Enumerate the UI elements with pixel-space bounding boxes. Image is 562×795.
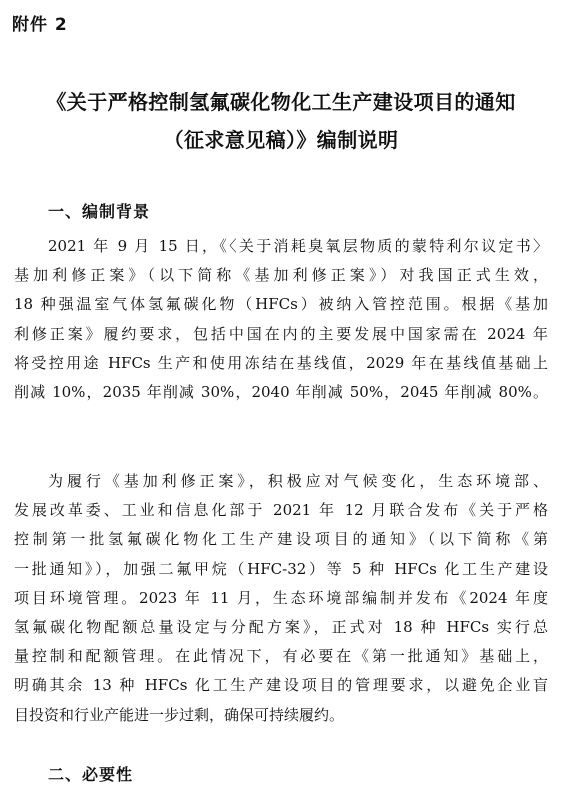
paragraph-line: 利修正案》履约要求，包括中国在内的主要发展中国家需在 2024 年 — [14, 324, 548, 343]
paragraph-line: 项目环境管理。2023 年 11 月，生态环境部编制并发布《2024 年度 — [14, 588, 548, 607]
document-title-line-2: （征求意见稿）》编制说明 — [163, 128, 399, 152]
paragraph-line: 控制第一批氢氟碳化物化工生产建设项目的通知》（以下简称《第 — [14, 530, 548, 549]
paragraph-line: 量控制和配额管理。在此情况下，有必要在《第一批通知》基础上， — [14, 647, 548, 666]
paragraph-line: 2021 年 9 月 15 日，《〈关于消耗臭氧层物质的蒙特利尔议定书〉 — [48, 237, 548, 255]
paragraph-background-2 — [14, 467, 548, 730]
section-heading-background: 一、编制背景 — [48, 202, 151, 221]
paragraph-line: 将受控用途 HFCs 生产和使用冻结在基线值，2029 年在基线值基础上 — [14, 353, 548, 372]
paragraph-line: 18 种强温室气体氢氟碳化物（HFCs）被纳入管控范围。根据《基加 — [14, 295, 548, 314]
document-title-line-1: 《关于严格控制氢氟碳化物化工生产建设项目的通知 — [46, 90, 516, 114]
paragraph-line: 为履行《基加利修正案》，积极应对气候变化，生态环境部、 — [48, 472, 548, 490]
paragraph-line: 削减 10%，2035 年削减 30%，2040 年削减 50%，2045 年削减 80%。 — [14, 383, 548, 402]
section-heading-necessity: 二、必要性 — [48, 765, 134, 784]
paragraph-background-1 — [14, 232, 548, 407]
paragraph-line: 氢氟碳化物配额总量设定与分配方案》，正式对 18 种 HFCs 实行总 — [14, 618, 548, 637]
paragraph-line-last: 目投资和行业产能进一步过剩，确保可持续履约。 — [14, 705, 345, 724]
paragraph-line: 发展改革委、工业和信息化部于 2021 年 12 月联合发布《关于严格 — [14, 501, 548, 520]
paragraph-line: 一批通知》），加强二氟甲烷（HFC-32）等 5 种 HFCs 化工生产建设 — [14, 559, 548, 578]
attachment-label: 附件 2 — [12, 15, 68, 35]
paragraph-line: 基加利修正案》（以下简称《基加利修正案》）对我国正式生效， — [14, 266, 548, 285]
paragraph-line: 明确其余 13 种 HFCs 化工生产建设项目的管理要求，以避免企业盲 — [14, 676, 548, 695]
